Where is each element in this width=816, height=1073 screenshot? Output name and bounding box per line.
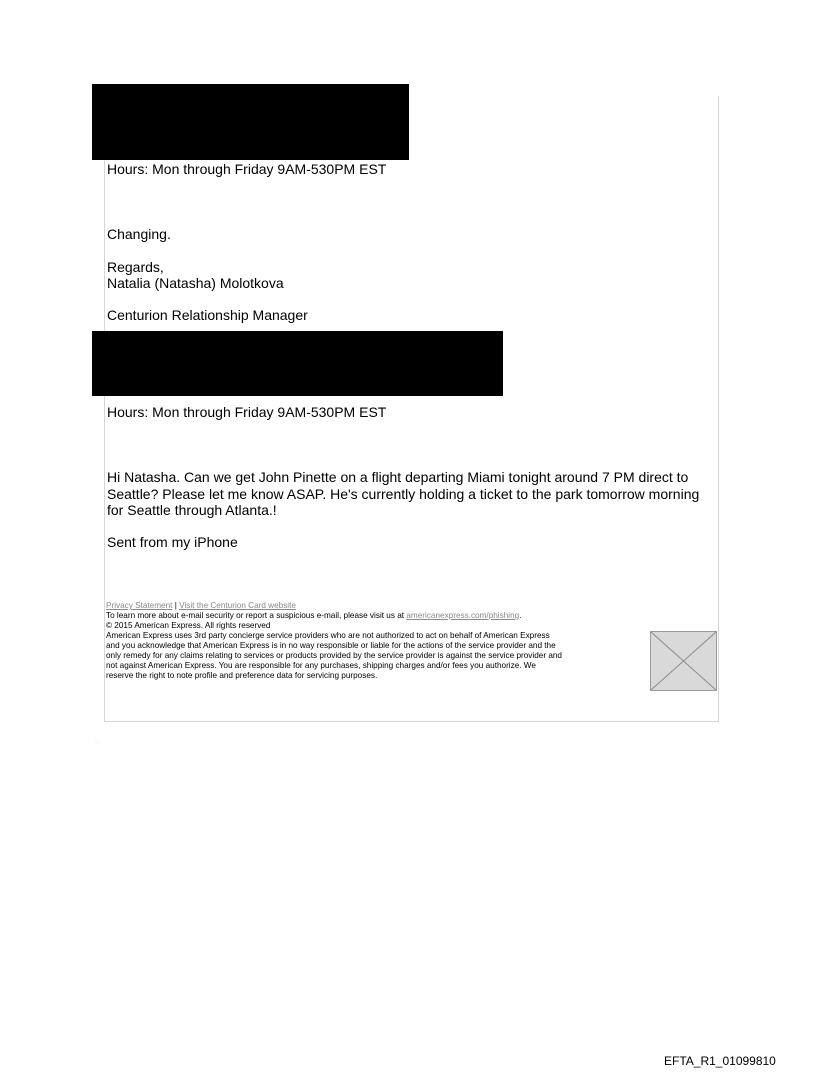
disclaimer-line: American Express uses 3rd party concierge service providers who are not authorized to act on behalf of American Express bbox=[106, 631, 550, 640]
phishing-link[interactable]: americanexpress.com/phishing bbox=[406, 611, 520, 620]
disclaimer-line: not against American Express. You are responsible for any purchases, shipping charges and/or fees you authorize. We bbox=[106, 661, 536, 670]
privacy-statement-link[interactable]: Privacy Statement bbox=[106, 601, 173, 610]
message-body: Hi Natasha. Can we get John Pinette on a flight departing Miami tonight around 7 PM direct to Seattle? Please let me know ASAP. He's currently holding a ticket to the park tomorrow morning for Seattle through Atlanta.! bbox=[107, 469, 700, 518]
redaction-block-1 bbox=[92, 84, 409, 160]
redaction-block-2 bbox=[92, 331, 503, 396]
disclaimer-line: and you acknowledge that American Express is in no way responsible or liable for the actions of the service provider and the bbox=[106, 641, 556, 650]
disclaimer-line: only remedy for any claims relating to services or products provided by the service provider is against the service provider and bbox=[106, 651, 562, 660]
sender-name: Natalia (Natasha) Molotkova bbox=[107, 275, 284, 291]
footer-links-row bbox=[106, 601, 651, 611]
reply-text: Changing. bbox=[107, 226, 171, 242]
security-text: To learn more about e-mail security or report a suspicious e-mail, please visit us at bbox=[106, 611, 405, 620]
email-footer bbox=[106, 601, 651, 681]
security-line: To learn more about e-mail security or report a suspicious e-mail, please visit us at americanexpress.com/phishing. bbox=[106, 611, 522, 620]
signature-text: Sent from my iPhone bbox=[107, 534, 238, 550]
broken-image-icon bbox=[650, 631, 717, 691]
sender-title: Centurion Relationship Manager bbox=[107, 307, 308, 323]
copyright-text: © 2015 American Express. All rights reserved bbox=[106, 621, 271, 630]
scan-mark: · ····· bbox=[94, 736, 99, 744]
hours-line-1: Hours: Mon through Friday 9AM-530PM EST bbox=[107, 161, 387, 177]
centurion-website-link[interactable]: Visit the Centurion Card website bbox=[179, 601, 296, 610]
hours-line-2: Hours: Mon through Friday 9AM-530PM EST bbox=[107, 404, 387, 420]
regards-text: Regards, bbox=[107, 259, 164, 275]
document-id: EFTA_R1_01099810 bbox=[664, 1054, 776, 1068]
link-separator: | bbox=[174, 601, 177, 610]
disclaimer-line: reserve the right to note profile and preference data for servicing purposes. bbox=[106, 671, 378, 680]
